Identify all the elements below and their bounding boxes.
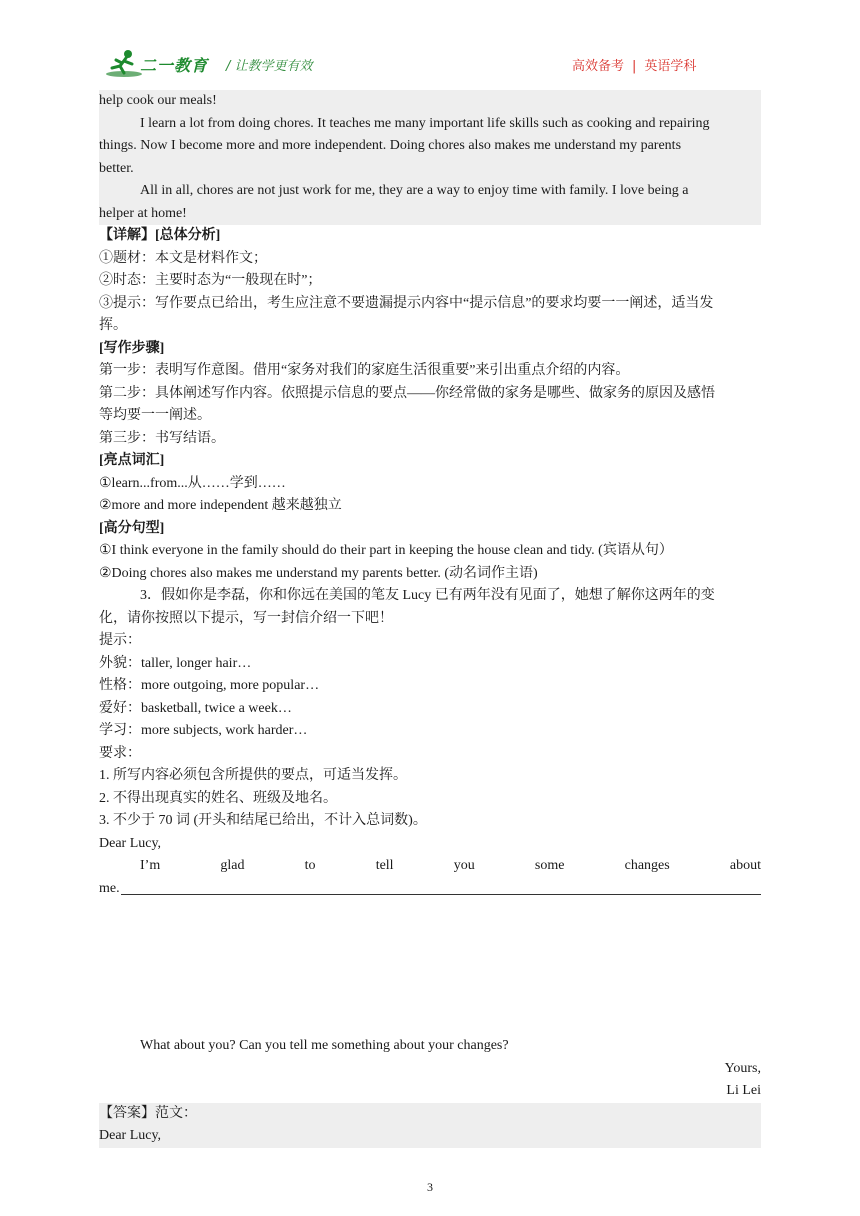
answer-blank-short[interactable] bbox=[99, 1013, 761, 1036]
text-line: 外貌：taller, longer hair… bbox=[99, 655, 252, 671]
header-subject-right: 英语学科 bbox=[644, 59, 697, 74]
header-subject-left: 高效备考 bbox=[572, 59, 625, 74]
answer-blank[interactable] bbox=[99, 945, 761, 968]
word: me. bbox=[99, 880, 120, 896]
answer-heading: 【答案】范文： bbox=[99, 1103, 761, 1126]
answer-salutation: Dear Lucy, bbox=[99, 1125, 761, 1148]
brand-name: 二一教育 bbox=[140, 56, 209, 75]
section-heading: 【详解】[总体分析] bbox=[99, 228, 221, 243]
question-line: 化，请你按照以下提示，写一封信介绍一下吧！ bbox=[99, 610, 393, 626]
text-line: 1. 所写内容必须包含所提供的要点，可适当发挥。 bbox=[99, 768, 407, 783]
text-line: 提示： bbox=[99, 633, 141, 648]
text-line: ①I think everyone in the family should do their part in keeping the house clean and tidy. (宾语从句） bbox=[99, 543, 673, 558]
section-heading: [写作步骤] bbox=[99, 340, 165, 356]
question-line: 3．假如你是李磊，你和你远在美国的笔友 Lucy 已有两年没有见面了，她想了解你这两年的变 bbox=[140, 588, 715, 603]
text-line: 第二步：具体阐述写作内容。依照提示信息的要点——你经常做的家务是哪些、做家务的原因及感悟 bbox=[99, 385, 715, 401]
page-header bbox=[0, 0, 860, 90]
word: glad bbox=[220, 858, 245, 873]
text-line: ①题材：本文是材料作文； bbox=[99, 250, 267, 266]
text-line: ③提示：写作要点已给出，考生应注意不要遗漏提示内容中“提示信息”的要求均要一一阐述，适当发 bbox=[99, 295, 714, 311]
word: I’m bbox=[140, 858, 161, 873]
text-line: 要求： bbox=[99, 745, 141, 761]
header-separator: | bbox=[632, 59, 637, 74]
text-line: helper at home! bbox=[99, 203, 761, 226]
text-line: 性格：more outgoing, more popular… bbox=[99, 678, 320, 693]
answer-blank-first[interactable] bbox=[99, 878, 761, 901]
text-line: better. bbox=[99, 158, 761, 181]
section-heading: [亮点词汇] bbox=[99, 453, 165, 468]
brand-slogan: / 让教学更有效 bbox=[226, 59, 313, 74]
header-subject bbox=[572, 55, 696, 74]
text-line: things. Now I become more and more independent. Doing chores also makes me understand my parents bbox=[99, 135, 761, 158]
word: some bbox=[534, 858, 565, 873]
closing-question: What about you? Can you tell me something about your changes? bbox=[140, 1038, 509, 1053]
word: tell bbox=[375, 858, 394, 873]
page-number: 3 bbox=[427, 1180, 433, 1194]
document-body bbox=[99, 90, 761, 1148]
answer-blank[interactable] bbox=[99, 968, 761, 991]
letter-opening-line bbox=[99, 855, 761, 878]
text-line: 爱好：basketball, twice a week… bbox=[99, 700, 292, 716]
word: changes bbox=[624, 858, 670, 873]
salutation: Dear Lucy, bbox=[99, 835, 162, 851]
word: to bbox=[304, 858, 316, 873]
answer-blank[interactable] bbox=[99, 900, 761, 923]
answer-blank[interactable] bbox=[99, 923, 761, 946]
text-line: All in all, chores are not just work for me, they are a way to enjoy time with family. I love being a bbox=[99, 180, 761, 203]
text-line: ①learn...from...从……学到…… bbox=[99, 475, 286, 491]
text-line: help cook our meals! bbox=[99, 90, 761, 113]
text-line: 等均要一一阐述。 bbox=[99, 408, 211, 423]
answer-line[interactable] bbox=[121, 878, 761, 895]
signature-name: Li Lei bbox=[726, 1083, 761, 1098]
text-line: ②时态：主要时态为“一般现在时”； bbox=[99, 273, 322, 288]
closing-yours: Yours, bbox=[724, 1060, 761, 1076]
text-line: 挥。 bbox=[99, 318, 127, 333]
section-heading: [高分句型] bbox=[99, 520, 165, 536]
answer-blank[interactable] bbox=[99, 990, 761, 1013]
text-line: ②more and more independent 越来越独立 bbox=[99, 498, 342, 513]
text-line: 第三步：书写结语。 bbox=[99, 430, 225, 446]
text-line: 2. 不得出现真实的姓名、班级及地名。 bbox=[99, 790, 337, 806]
text-line: I learn a lot from doing chores. It teaches me many important life skills such as cooking and repairing bbox=[99, 113, 761, 136]
text-line: 3. 不少于 70 词 (开头和结尾已给出，不计入总词数)。 bbox=[99, 813, 427, 828]
text-line: ②Doing chores also makes me understand my parents better. (动名词作主语) bbox=[99, 565, 538, 581]
text-line: 学习：more subjects, work harder… bbox=[99, 723, 308, 738]
word: about bbox=[729, 858, 761, 873]
word: you bbox=[453, 858, 475, 873]
text-line: 第一步：表明写作意图。借用“家务对我们的家庭生活很重要”来引出重点介绍的内容。 bbox=[99, 363, 630, 378]
